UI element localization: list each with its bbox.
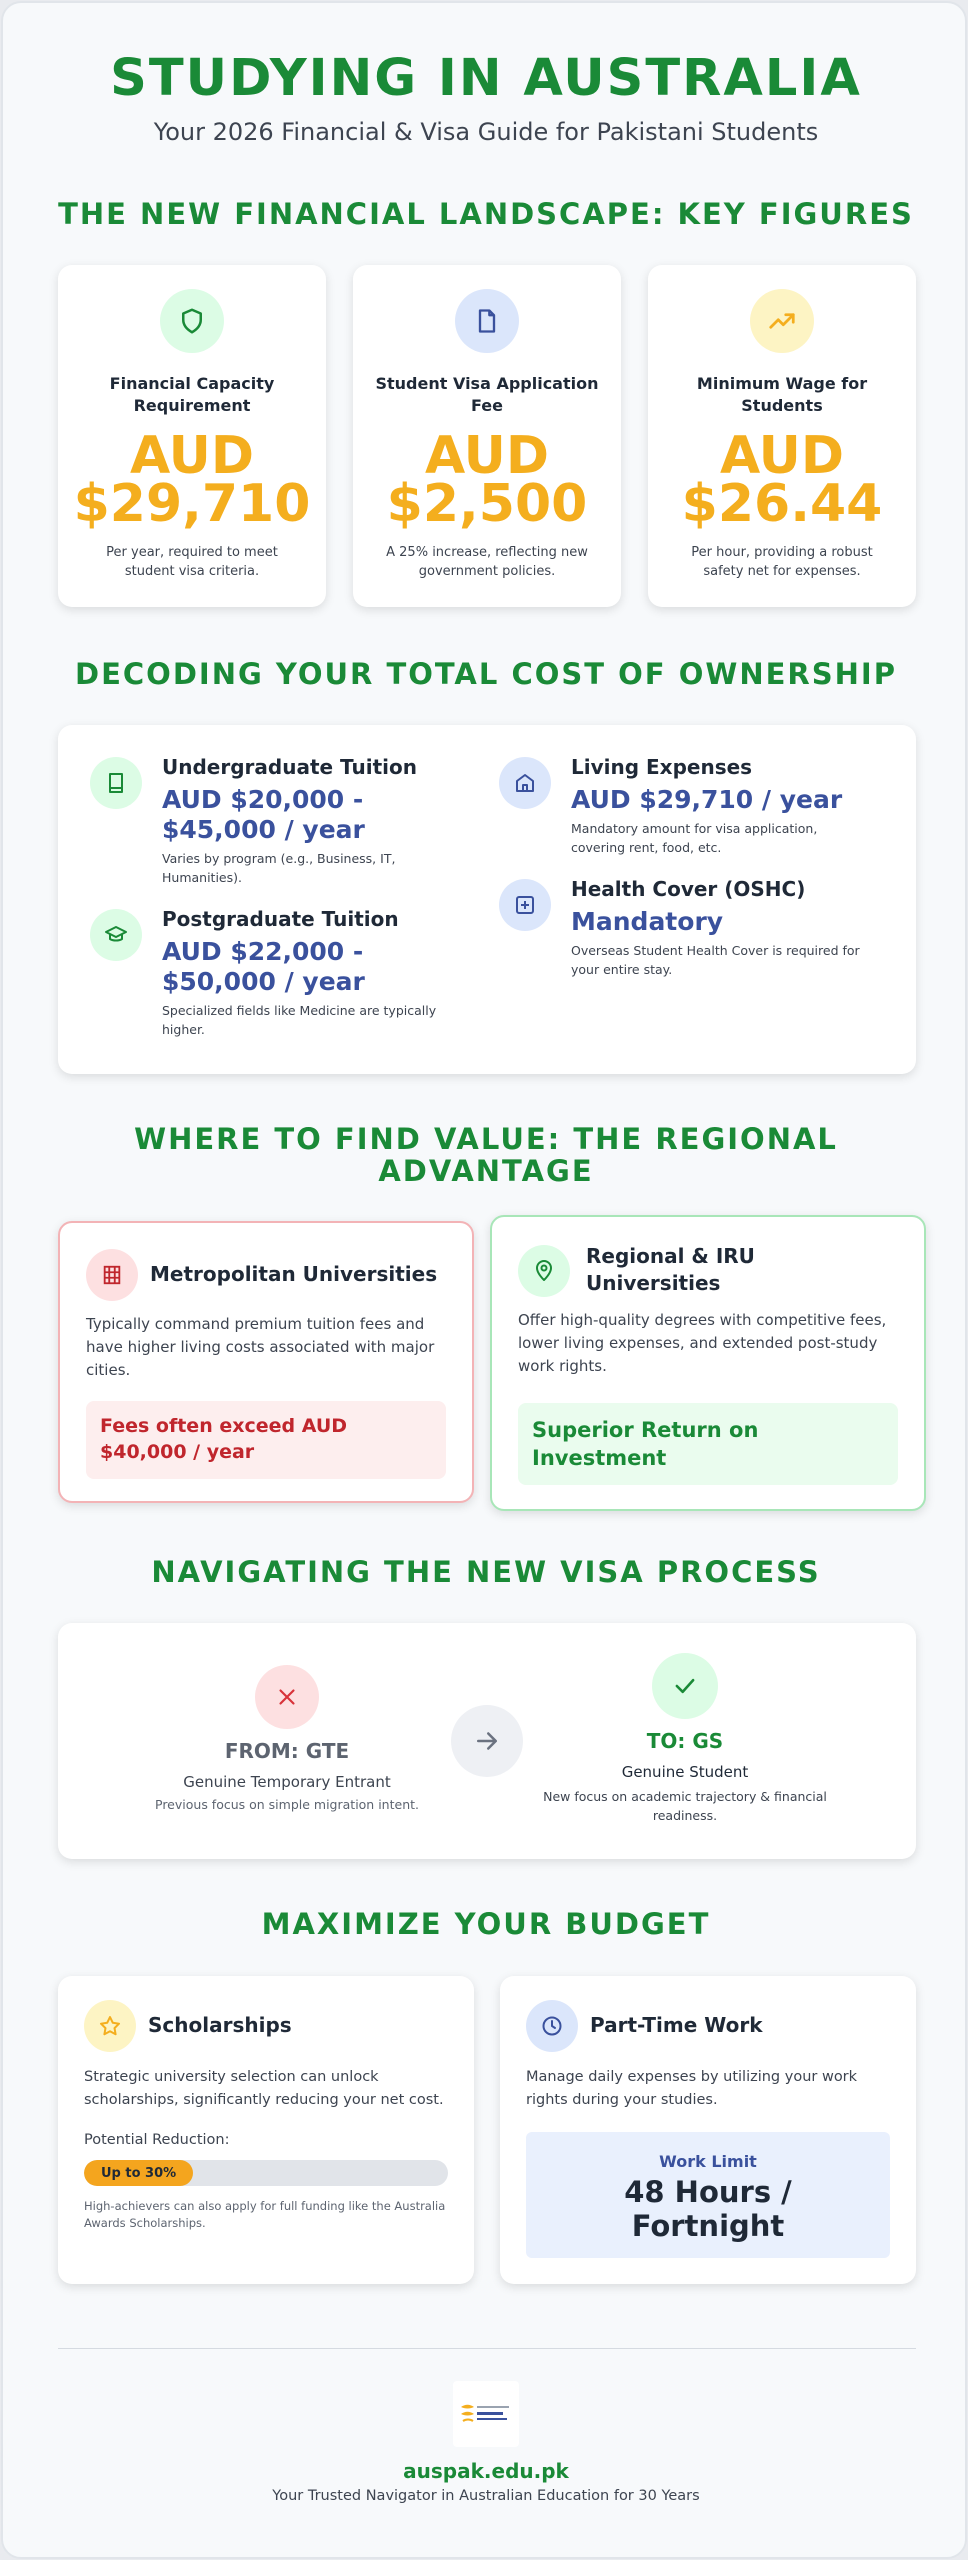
key-figure-title: Student Visa Application Fee xyxy=(375,374,599,415)
key-figure-amount: $26.44 xyxy=(681,474,883,534)
page-title: STUDYING IN AUSTRALIA xyxy=(110,49,862,108)
key-figure-desc: A 25% increase, reflecting new government policies. xyxy=(386,545,588,579)
cost-item-desc: Overseas Student Health Cover is required for your entire stay. xyxy=(571,943,860,977)
footer-site: auspak.edu.pk xyxy=(403,2459,569,2483)
section-heading-visa: NAVIGATING THE NEW VISA PROCESS xyxy=(151,1555,821,1589)
home-icon xyxy=(499,757,551,809)
scholarships-title: Scholarships xyxy=(148,2013,292,2037)
key-figure-currency: AUD xyxy=(129,426,255,486)
metro-callout: Fees often exceed AUD $40,000 / year xyxy=(100,1415,348,1463)
cost-item-title: Undergraduate Tuition xyxy=(162,755,417,779)
page-subtitle: Your 2026 Financial & Visa Guide for Pakistani Students xyxy=(153,118,819,146)
scholarships-desc: Strategic university selection can unlock scholarships, significantly reducing your net cost. xyxy=(84,2069,444,2108)
work-limit-label: Work Limit xyxy=(659,2152,757,2171)
work-limit-box xyxy=(526,2132,890,2258)
header xyxy=(3,49,967,146)
cost-item-desc: Varies by program (e.g., Business, IT, Humanities). xyxy=(162,851,396,885)
key-figure-currency: AUD xyxy=(719,426,845,486)
metro-desc: Typically command premium tuition fees and have higher living costs associated with major cities. xyxy=(86,1315,435,1379)
cost-item-title: Living Expenses xyxy=(571,755,753,779)
key-figure-amount: $29,710 xyxy=(73,474,311,534)
footer-tagline: Your Trusted Navigator in Australian Education for 30 Years xyxy=(272,2488,700,2504)
clock-icon xyxy=(526,2000,578,2052)
metro-universities-card xyxy=(58,1221,474,1503)
cost-item-desc: Mandatory amount for visa application, covering rent, food, etc. xyxy=(571,821,818,855)
close-icon xyxy=(255,1665,319,1729)
trending-up-icon xyxy=(750,289,814,353)
cost-item-value: AUD $22,000 - $50,000 / year xyxy=(162,937,365,996)
visa-to-desc: New focus on academic trajectory & financial readiness. xyxy=(543,1789,827,1823)
section-heading-regional: WHERE TO FIND VALUE: THE REGIONAL ADVANTAGE xyxy=(134,1122,838,1188)
document-icon xyxy=(455,289,519,353)
cost-item-value: AUD $29,710 / year xyxy=(571,785,843,814)
cost-card xyxy=(58,725,916,1074)
scholarships-card xyxy=(58,1976,474,2284)
regional-callout-box xyxy=(518,1403,898,1485)
regional-desc: Offer high-quality degrees with competitive fees, lower living expenses, and extended post-study work rights. xyxy=(518,1311,887,1375)
cost-item-value: AUD $20,000 - $45,000 / year xyxy=(162,785,365,844)
scholarships-note: High-achievers can also apply for full funding like the Australia Awards Scholarships. xyxy=(84,2199,446,2230)
map-pin-icon xyxy=(518,1245,570,1297)
arrow-right-icon xyxy=(451,1705,523,1777)
key-figure-desc: Per year, required to meet student visa criteria. xyxy=(106,545,278,579)
part-time-work-card xyxy=(500,1976,916,2284)
graduation-cap-icon xyxy=(90,909,142,961)
regional-title: Regional & IRU Universities xyxy=(586,1244,755,1295)
infographic-page xyxy=(1,1,967,2559)
key-figure-title: Minimum Wage for Students xyxy=(696,374,868,415)
cost-item-desc: Specialized fields like Medicine are typically higher. xyxy=(162,1003,437,1037)
work-limit-value: 48 Hours / Fortnight xyxy=(624,2175,792,2243)
star-icon xyxy=(84,2000,136,2052)
check-icon xyxy=(652,1653,718,1719)
cost-item-value: Mandatory xyxy=(571,907,724,936)
key-figure-title: Financial Capacity Requirement xyxy=(109,374,275,415)
shield-icon xyxy=(160,289,224,353)
reduction-progress-label: Up to 30% xyxy=(101,2165,177,2181)
section-heading-budget: MAXIMIZE YOUR BUDGET xyxy=(261,1907,711,1941)
visa-from-name: Genuine Temporary Entrant xyxy=(183,1773,391,1791)
key-figure-currency: AUD xyxy=(424,426,550,486)
building-icon xyxy=(86,1249,138,1301)
regional-callout: Superior Return on Investment xyxy=(532,1418,759,1470)
cost-item-title: Health Cover (OSHC) xyxy=(571,877,806,901)
visa-card xyxy=(58,1623,916,1859)
key-figure-amount: $2,500 xyxy=(386,474,588,534)
auspak-logo xyxy=(453,2381,519,2447)
metro-title: Metropolitan Universities xyxy=(150,1262,438,1286)
section-heading-key-figures: THE NEW FINANCIAL LANDSCAPE: KEY FIGURES xyxy=(58,197,914,231)
book-icon xyxy=(90,757,142,809)
regional-universities-card xyxy=(490,1215,926,1511)
visa-from-desc: Previous focus on simple migration intent. xyxy=(155,1797,419,1812)
metro-callout-box xyxy=(86,1401,446,1479)
key-figure-card-financial-capacity xyxy=(58,265,326,607)
part-time-work-title: Part-Time Work xyxy=(590,2013,763,2037)
cost-item-title: Postgraduate Tuition xyxy=(162,907,399,931)
reduction-progress-bar xyxy=(84,2160,448,2186)
key-figure-desc: Per hour, providing a robust safety net for expenses. xyxy=(691,545,873,579)
section-heading-cost: DECODING YOUR TOTAL COST OF OWNERSHIP xyxy=(75,657,897,691)
visa-to-label: TO: GS xyxy=(646,1729,724,1753)
reduction-progress-fill xyxy=(84,2160,193,2186)
footer-divider xyxy=(58,2348,916,2349)
part-time-work-desc: Manage daily expenses by utilizing your work rights during your studies. xyxy=(526,2069,858,2108)
key-figure-card-visa-fee xyxy=(353,265,621,607)
scholarships-reduction-label: Potential Reduction: xyxy=(84,2132,230,2148)
health-plus-icon xyxy=(499,879,551,931)
key-figure-card-minimum-wage xyxy=(648,265,916,607)
visa-to-name: Genuine Student xyxy=(621,1763,749,1781)
visa-from-label: FROM: GTE xyxy=(224,1739,350,1763)
